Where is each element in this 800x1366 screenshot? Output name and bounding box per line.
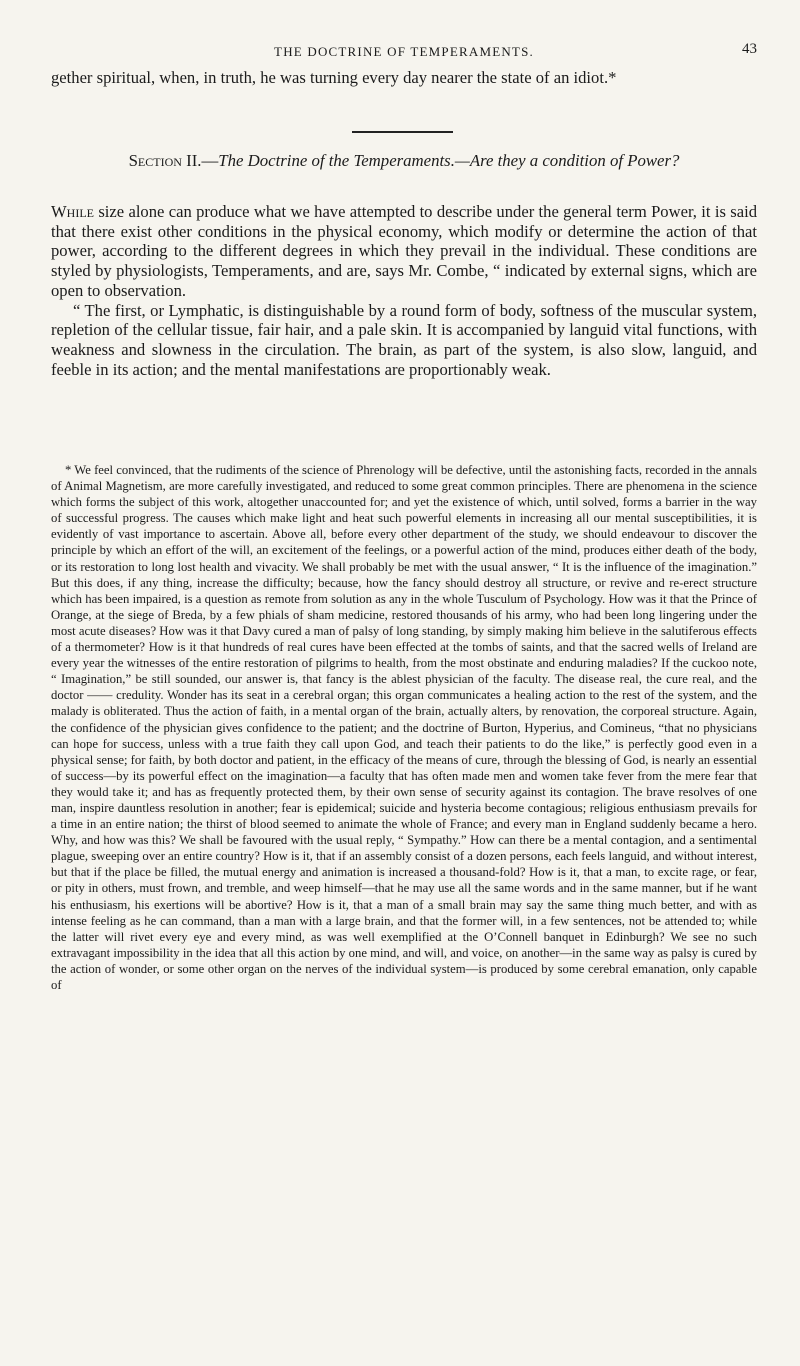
section-dash: — (201, 151, 219, 170)
paragraph-1-text: size alone can produce what we have attempted to describe under the general term Power, it is said that there exist other conditions in the physical economy, which modify or determine the action of that power, according to the different degrees in which they prevail in the individual. These conditions are styled by physiologists, Temperaments, and are, says Mr. Combe, “ indicated by external signs, which are open to observation. (51, 202, 757, 300)
section-title: The Doctrine of the Temperaments.—Are they a condition of Power? (218, 151, 680, 170)
page-number: 43 (742, 41, 757, 57)
paragraph-2: “ The first, or Lymphatic, is distinguishable by a round form of body, softness of the muscular system, repletion of the cellular tissue, fair hair, and a pale skin. It is accompanied by languid vital functions, with weakness and slowness in the circulation. The brain, as part of the system, is also slow, languid, and feeble in its action; and the mental manifestations are proportionably weak. (51, 300, 757, 379)
running-head-title: THE DOCTRINE OF TEMPERAMENTS. (274, 44, 534, 59)
body-text (51, 202, 757, 379)
paragraph-1-lead: While (51, 202, 94, 221)
paragraph-1 (51, 202, 757, 301)
carryover-paragraph: gether spiritual, when, in truth, he was turning every day nearer the state of an idiot.* (51, 68, 617, 87)
section-heading (51, 150, 757, 172)
running-head (51, 41, 757, 60)
section-divider-rule (352, 131, 453, 133)
footnote: * We feel convinced, that the rudiments of the science of Phrenology will be defective, until the astonishing facts, recorded in the annals of Animal Magnetism, are more carefully investigated, and reduced to some great common principles. There are phenomena in the science which forms the subject of this work, altogether unaccounted for; and yet the existence of which, until solved, forms a barrier in the way of successful progress. The causes which make light and heat such powerful elements in increasing all our mental susceptibilities, it is evidently of vast importance to ascertain. Above all, before every other department of the study, we should endeavour to discover the principle by which an effort of the will, an excitement of the feelings, or a powerful action of the mind, produces either death of the body, or its restoration to long lost health and vivacity. We shall probably be met with the usual answer, “ It is the influence of the imagination.” But this does, if any thing, increase the difficulty; because, how the fancy should destroy all structure, or revive and re-erect structure which has been impaired, is a question as remote from solution as any in the whole Tusculum of Psychology. How was it that the Prince of Orange, at the siege of Breda, by a few phials of sham medicine, restored thousands of his army, who had been long lingering under the most acute diseases? How was it that Davy cured a man of palsy of long standing, by simply making him believe in the salutiferous effects of a thermometer? How is it that hundreds of real cures have been effected at the tombs of saints, and that the sacred wells of Ireland are every year the witnesses of the entire restoration of pilgrims to health, from the most obstinate and enduring maladies? If the cuckoo note, “ Imagination,” be still sounded, our answer is, that fancy is the ablest physician of the faculty. The disease real, the cure real, and the doctor —— credulity. Wonder has its seat in a cerebral organ; this organ communicates a healing action to the rest of the system, and the malady is obliterated. Thus the action of faith, in a mental organ of the brain, actually alters, by renovation, the corporeal structure. Again, the confidence of the physician gives confidence to the patient; and the doctrine of Burton, Hyperius, and Comineus, “that no physicians can hope for success, unless with a true faith they call upon God, and teach their patients to do the like,” is perfectly good even in a physical sense; for faith, by both doctor and patient, in the efficacy of the means of cure, through the blessing of God, is nearly an essential of success—by its powerful effect on the imagination—a faculty that has often made men and women take fever from the mere fear that they would take it; and has as frequently protected them, by their own sense of security against its contagion. The brave resolves of one man, inspire dauntless resolution in another; fear is epidemical; suicide and hysteria become contagious; religious enthusiasm prevails for a time in an entire nation; the thirst of blood seemed to animate the whole of France; and every man in England suddenly became a hero. Why, and how was this? We shall be favoured with the usual reply, “ Sympathy.” How can there be a mental contagion, and a sentimental plague, sweeping over an entire country? How is it, that if an assembly consist of a dozen persons, each feels languid, and without interest, but that if the place be filled, the mutual energy and animation is increased a thousand-fold? How is it, that a man, to excite rage, or fear, or pity in others, must frown, and tremble, and weep himself—that he may use all the same words and in the same manner, but if he want his enthusiasm, his exertions will be abortive? How is it, that a man of a small brain may say the same thing much better, and with as intense feeling as he can command, than a man with a large brain, and that the former will, in a few sentences, not be attended to; while the latter will rivet every eye and every mind, as was well exemplified at the O’Connell banquet in Edinburgh? We see no such extravagant impossibility in the idea that all this action by one mind, and will, and voice, on another—in the same way as palsy is cured by the action of wonder, or some other organ on the nerves of the individual system—is produced by some cerebral emanation, only capable of (51, 463, 757, 992)
section-label: Section II. (128, 151, 202, 170)
